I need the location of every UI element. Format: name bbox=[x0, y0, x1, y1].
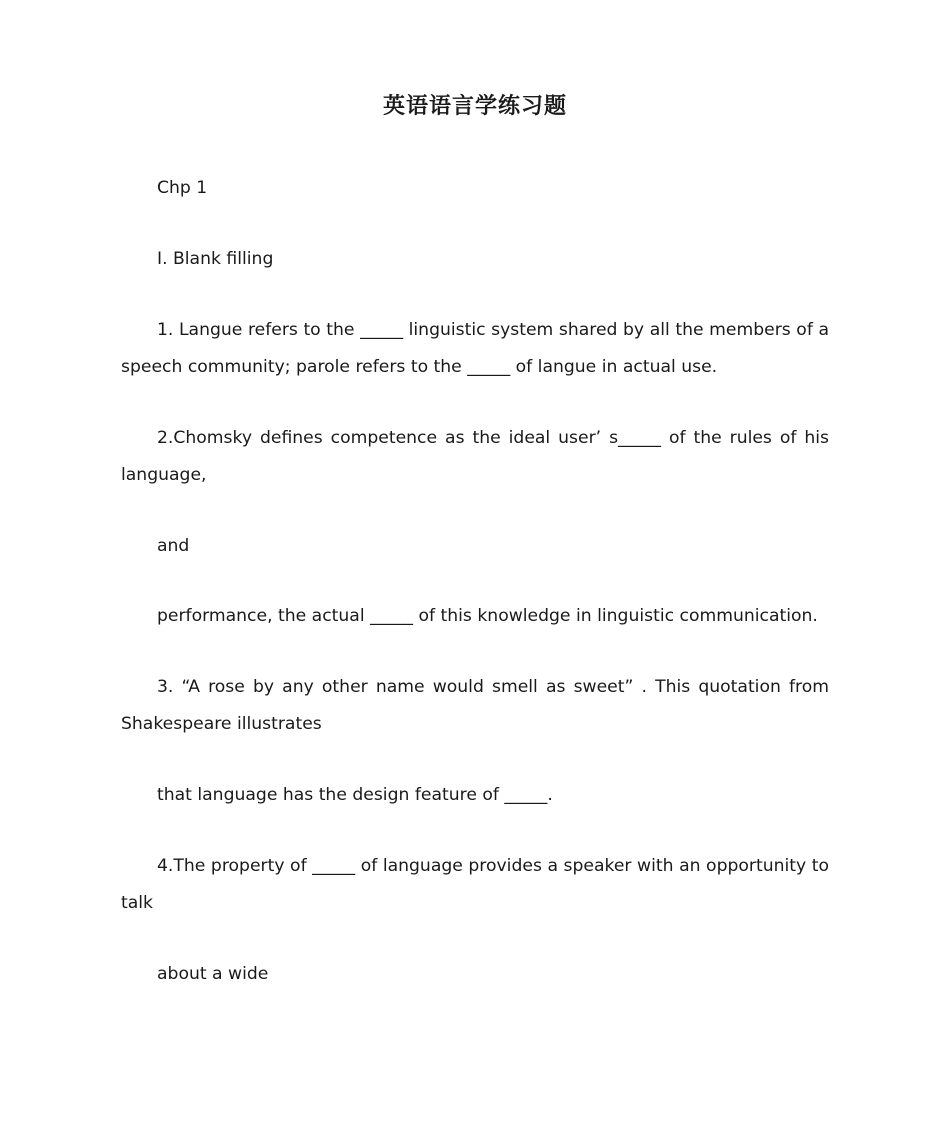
question-4: 4.The property of _____ of language provides a speaker with an opportunity to talk bbox=[121, 856, 829, 913]
question-2-performance: performance, the actual _____ of this knowledge in linguistic communication. bbox=[157, 606, 818, 626]
chapter-heading: Chp 1 bbox=[157, 178, 208, 198]
question-2-continued: and bbox=[157, 536, 190, 556]
section-heading: I. Blank filling bbox=[157, 249, 274, 269]
question-3-continued: that language has the design feature of _____. bbox=[157, 785, 553, 805]
question-4-continued: about a wide bbox=[157, 964, 269, 984]
question-1: 1. Langue refers to the _____ linguistic system shared by all the members of a speech community; parole refers to the _____ of langue in actual use. bbox=[121, 320, 829, 377]
question-3: 3. “A rose by any other name would smell as sweet” . This quotation from Shakespeare illustrates bbox=[121, 677, 829, 734]
question-2: 2.Chomsky defines competence as the ideal user’ s_____ of the rules of his language, bbox=[121, 428, 829, 485]
document-title: 英语语言学练习题 bbox=[382, 94, 567, 119]
